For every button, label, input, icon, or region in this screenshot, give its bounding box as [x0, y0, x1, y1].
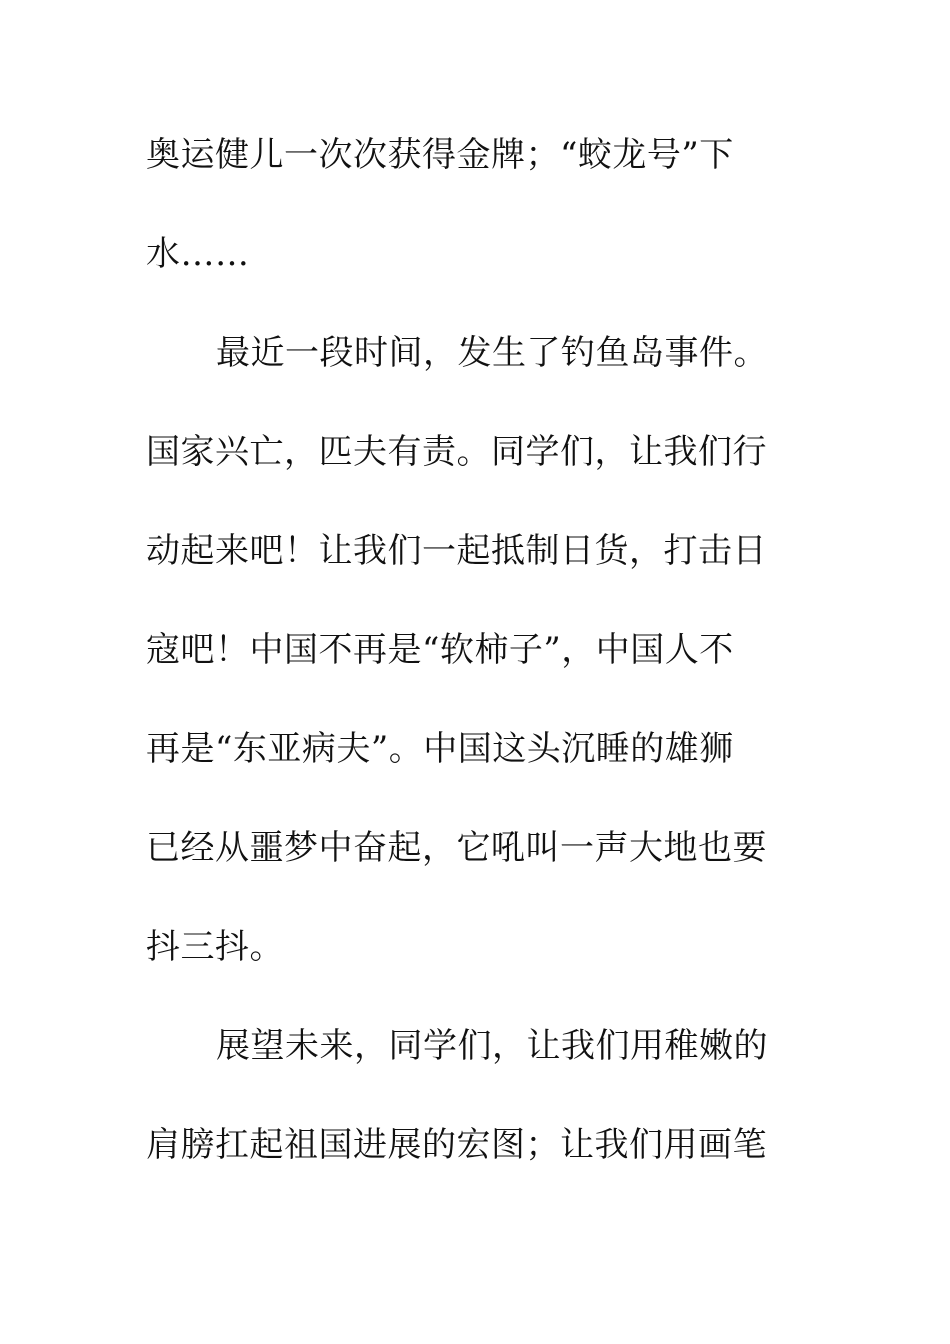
text-line: 国家兴亡，匹夫有责。同学们，让我们行 [146, 432, 767, 472]
text-line: 展望未来，同学们，让我们用稚嫩的 [216, 1026, 768, 1066]
text-line: 抖三抖。 [146, 927, 284, 967]
text-line: 已经从噩梦中奋起，它吼叫一声大地也要 [146, 828, 767, 868]
body-text [146, 126, 778, 1215]
text-line: 寇吧！中国不再是“软柿子”，中国人不 [146, 630, 734, 670]
text-line: 再是“东亚病夫”。中国这头沉睡的雄狮 [146, 729, 734, 769]
text-line: 最近一段时间，发生了钓鱼岛事件。 [216, 333, 768, 373]
paragraph-continued [146, 126, 778, 324]
text-line: 水…… [146, 234, 250, 274]
paragraph [146, 1017, 778, 1215]
paragraph [146, 324, 778, 1017]
text-line: 肩膀扛起祖国进展的宏图；让我们用画笔 [146, 1125, 767, 1165]
text-line: 动起来吧！让我们一起抵制日货，打击日 [146, 531, 767, 571]
text-line: 奥运健儿一次次获得金牌；“蛟龙号”下 [146, 135, 734, 175]
